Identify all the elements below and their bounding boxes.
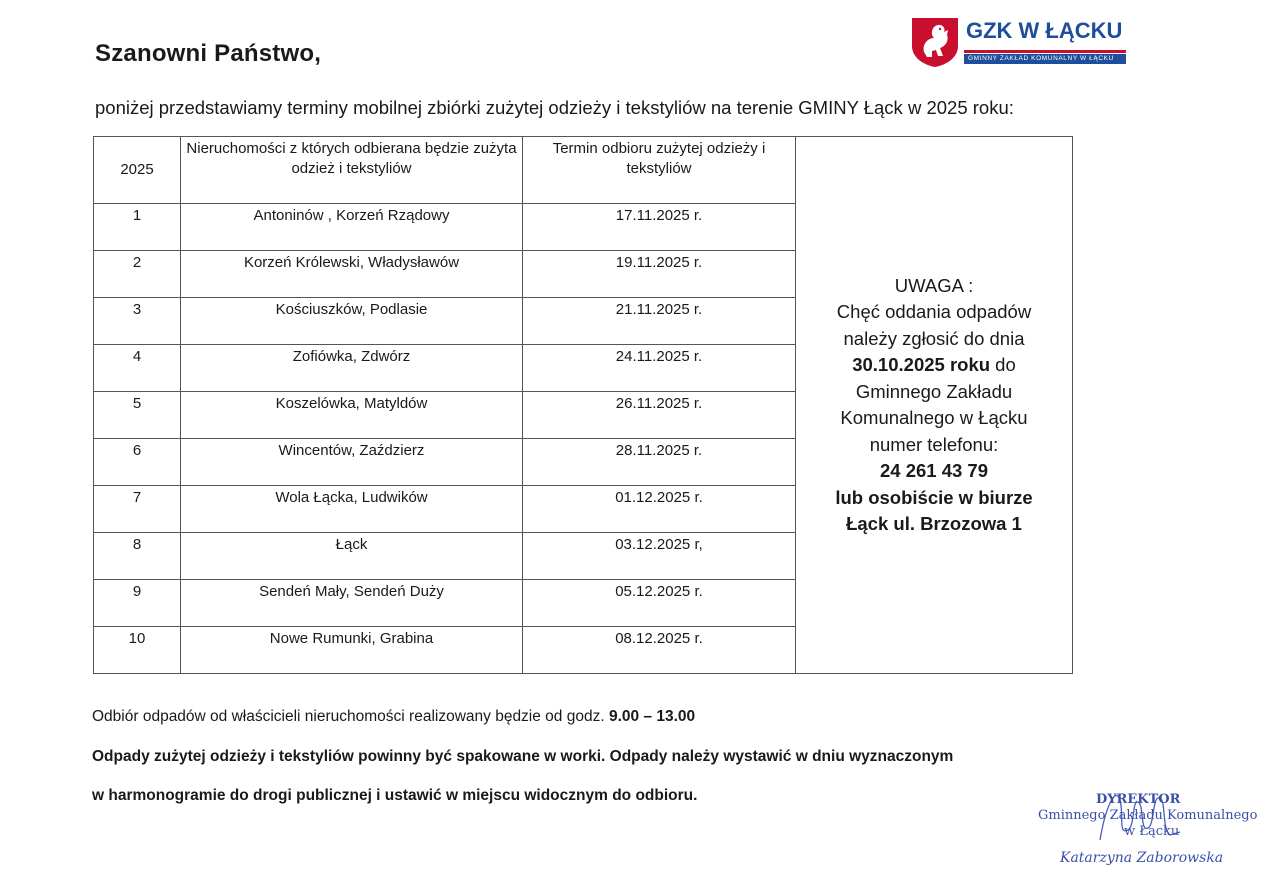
packing-instructions-line-1: Odpady zużytej odzieży i tekstyliów powinny być spakowane w worki. Odpady należy wystawić w dniu wyznaczonym: [92, 748, 954, 765]
row-number: 5: [94, 392, 181, 439]
row-date: 08.12.2025 r.: [523, 627, 796, 674]
row-date: 21.11.2025 r.: [523, 298, 796, 345]
row-number: 4: [94, 345, 181, 392]
row-places: Wola Łącka, Ludwików: [181, 486, 523, 533]
row-places: Wincentów, Zaździerz: [181, 439, 523, 486]
row-date: 05.12.2025 r.: [523, 580, 796, 627]
greeting: Szanowni Państwo,: [95, 40, 322, 67]
row-date: 17.11.2025 r.: [523, 204, 796, 251]
row-places: Zofiówka, Zdwórz: [181, 345, 523, 392]
row-places: Kościuszków, Podlasie: [181, 298, 523, 345]
row-number: 2: [94, 251, 181, 298]
row-date: 28.11.2025 r.: [523, 439, 796, 486]
notice-office: lub osobiście w biurze: [835, 486, 1033, 508]
hours-range: 9.00 – 13.00: [608, 708, 696, 725]
row-number: 10: [94, 627, 181, 674]
row-number: 7: [94, 486, 181, 533]
row-date: 01.12.2025 r.: [523, 486, 796, 533]
gzk-logo: [908, 14, 1128, 70]
logo-brand: GZK W ŁĄCKU: [966, 18, 1123, 43]
notice-line: Chęć oddania odpadów: [836, 301, 1032, 322]
notice-phone: 24 261 43 79: [879, 460, 989, 481]
intro-text: poniżej przedstawiamy terminy mobilnej zbiórki zużytej odzieży i tekstyliów na terenie GMINY Łąck w 2025 roku:: [95, 97, 1014, 118]
row-places: Nowe Rumunki, Grabina: [181, 627, 523, 674]
notice-line: do: [990, 354, 1016, 375]
row-number: 8: [94, 533, 181, 580]
row-places: Korzeń Królewski, Władysławów: [181, 251, 523, 298]
row-places: Łąck: [181, 533, 523, 580]
coat-of-arms-icon: [910, 16, 960, 68]
row-places: Sendeń Mały, Sendeń Duży: [181, 580, 523, 627]
packing-instructions-line-2: w harmonogramie do drogi publicznej i ustawić w miejscu widocznym do odbioru.: [92, 787, 698, 804]
row-date: 24.11.2025 r.: [523, 345, 796, 392]
notice-line: należy zgłosić do dnia: [843, 327, 1025, 349]
hours-text: Odbiór odpadów od właścicieli nieruchomości realizowany będzie od godz.: [92, 708, 609, 725]
row-number: 6: [94, 439, 181, 486]
row-date: 19.11.2025 r.: [523, 251, 796, 298]
notice-deadline: 30.10.2025 roku: [852, 354, 991, 375]
notice-line: Gminnego Zakładu: [855, 380, 1013, 402]
row-places: Koszelówka, Matyldów: [181, 392, 523, 439]
row-places: Antoninów , Korzeń Rządowy: [181, 204, 523, 251]
notice-line: numer telefonu:: [869, 433, 999, 455]
header-date: Termin odbioru zużytej odzieży i tekstyliów: [523, 137, 796, 204]
row-number: 1: [94, 204, 181, 251]
row-date: 26.11.2025 r.: [523, 392, 796, 439]
logo-red-bar: [964, 50, 1126, 53]
stamp-organization: Gminnego Zakładu Komunalnego: [1038, 808, 1258, 823]
director-stamp: [1020, 780, 1260, 880]
stamp-place: w Łącku: [1124, 824, 1180, 839]
row-number: 9: [94, 580, 181, 627]
table-header-row: [94, 137, 1073, 204]
notice-cell: [796, 137, 1073, 674]
notice-line: Komunalnego w Łącku: [840, 407, 1028, 428]
collection-schedule-table: [93, 136, 1073, 674]
stamp-name: Katarzyna Zaborowska: [1060, 850, 1224, 866]
row-number: 3: [94, 298, 181, 345]
header-year: 2025: [94, 137, 181, 204]
notice-deadline-line: [802, 352, 1066, 379]
row-date: 03.12.2025 r,: [523, 533, 796, 580]
collection-hours: [92, 708, 695, 726]
notice-address: Łąck ul. Brzozowa 1: [846, 513, 1022, 534]
stamp-title: DYREKTOR: [1096, 792, 1181, 807]
notice-title: UWAGA :: [894, 274, 974, 296]
logo-subtitle: GMINNY ZAKŁAD KOMUNALNY W ŁĄCKU: [968, 55, 1114, 62]
header-properties: Nieruchomości z których odbierana będzie zużyta odzież i tekstyliów: [181, 137, 523, 204]
